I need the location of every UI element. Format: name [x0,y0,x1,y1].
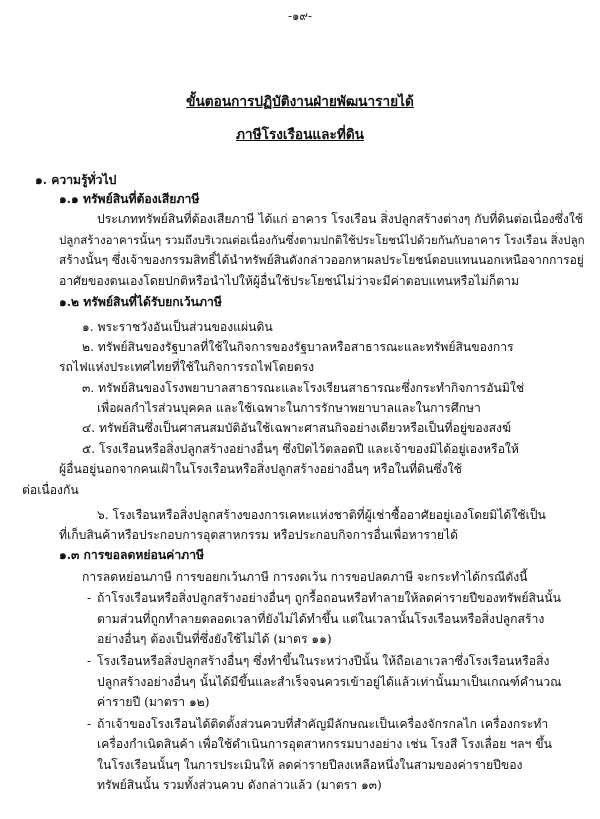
subsection-heading: ๑.๒ ทรัพย์สินที่ได้รับยกเว้นภาษี [59,295,222,309]
document-subtitle: ภาษีโรงเรือนและที่ดิน [236,127,364,143]
bullet-line: ถ้าโรงเรือนหรือสิ่งปลูกสร้างอย่างอื่นๆ ถูกรื้อถอนหรือทำลายให้ลดค่ารายปีของทรัพย์สินนั้น [97,591,561,605]
section-heading: ๑. ความรู้ทั่วไป [35,173,117,187]
list-item-continued: ผู้อื่นอยู่นอกจากคนเฝ้าในโรงเรือนหรือสิ่งปลูกสร้างอย่างอื่นๆ หรือในที่ดินซึ่งใช้ [59,462,462,476]
bullet-dash: - [87,591,92,605]
paragraph-line: สร้างนั้นๆ ซึ่งเจ้าของกรรมสิทธิ์ได้นำทรัพย์สินดังกล่าวออกหาผลประโยชน์ตอบแทนนอกเหนือจากการอยู่ [59,253,584,267]
bullet-line: ปลูกสร้างอย่างอื่นๆ นั้นได้มีขึ้นและสำเร็จจนควรเข้าอยู่ได้แล้วเท่านั้นมาเป็นเกณฑ์คำนวณ [97,675,562,689]
list-item-continued: ที่เก็บสินค้าหรือประกอบการอุตสาหกรรม หรือประกอบกิจการอื่นเพื่อหารายได้ [59,528,459,542]
bullet-line: อย่างอื่นๆ ต้องเป็นที่ซึ่งยังใช้ไม่ได้ (มาตร ๑๑) [97,632,332,646]
bullet-line: เครื่องกำเนิดสินค้า เพื่อใช้ดำเนินการอุตสาหกรรมบางอย่าง เช่น โรงสี โรงเลื่อย ฯลฯ ขึ้น [97,737,552,751]
list-item: ๒. ทรัพย์สินของรัฐบาลที่ใช้ในกิจการของรัฐบาลหรือสาธารณะและทรัพย์สินของการ [82,340,514,354]
list-item: ๕. โรงเรือนหรือสิ่งปลูกสร้างอย่างอื่นๆ ซึ่งปิดไว้ตลอดปี และเจ้าของมิได้อยู่เองหรือให้ [82,442,519,456]
list-item-continued: ต่อเนื่องกัน [22,483,79,497]
bullet-line: ค่ารายปี (มาตรา ๑๒) [97,695,210,709]
document-title: ขั้นตอนการปฏิบัติงานฝ่ายพัฒนารายได้ [186,94,414,110]
page-number: -๑๙- [288,9,312,23]
list-item: ๖. โรงเรือนหรือสิ่งปลูกสร้างของการเคหะแห่งชาติที่ผู้เช่าซื้ออาศัยอยู่เองโดยมิได้ใช้เป็น [97,508,546,522]
bullet-line: ตามส่วนที่ถูกทำลายตลอดเวลาที่ยังไม่ได้ทำขึ้น แต่ในเวลานั้นโรงเรือนหรือสิ่งปลูกสร้าง [97,612,545,626]
list-item: ๓. ทรัพย์สินของโรงพยาบาลสาธารณะและโรงเรียนสาธารณะซึ่งกระทำกิจการอันมิใช่ [82,381,525,395]
list-item-continued: รถไฟแห่งประเทศไทยที่ใช้ในกิจการรถไฟโดยตรง [59,360,315,374]
paragraph-line: การลดหย่อนภาษี การขอยกเว้นภาษี การงดเว้น การขอปลดภาษี จะกระทำได้กรณีดังนี้ [82,570,528,584]
bullet-dash: - [87,654,92,668]
bullet-line: โรงเรือนหรือสิ่งปลูกสร้างอื่นๆ ซึ่งทำขึ้นในระหว่างปีนั้น ให้ถือเอาเวลาซึ่งโรงเรือนหรือสิ่ง [97,654,550,668]
bullet-line: ถ้าเจ้าของโรงเรือนได้ติดตั้งส่วนควบที่สำคัญมีลักษณะเป็นเครื่องจักรกลไก เครื่องกระทำ [97,717,549,731]
bullet-line: ในโรงเรือนนั้นๆ ในการประเมินให้ ลดค่ารายปีลงเหลือหนึ่งในสามของค่ารายปีของ [97,758,523,772]
list-item: ๔. ทรัพย์สินซึ่งเป็นศาสนสมบัติอันใช้เฉพาะศาสนกิจอย่างเดียวหรือเป็นที่อยู่ของสงฆ์ [82,421,512,435]
paragraph-line: ประเภททรัพย์สินที่ต้องเสียภาษี ได้แก่ อาคาร โรงเรือน สิ่งปลูกสร้างต่างๆ กับที่ดินต่อเนื่องซึ่งใช้ [97,212,584,226]
list-item-continued: เพื่อผลกำไรส่วนบุคคล และใช้เฉพาะในการรักษาพยาบาลและในการศึกษา [97,401,481,415]
subsection-heading: ๑.๓ การขอลดหย่อนค่าภาษี [59,548,205,562]
paragraph-line: ปลูกสร้างอาคารนั้นๆ รวมถึงบริเวณต่อเนื่องกันซึ่งตามปกติใช้ประโยชน์ไปด้วยกันกับอาคาร โรงเรือน สิ่งปลูก [59,233,585,247]
bullet-line: ทรัพย์สินนั้น รวมทั้งส่วนควบ ดังกล่าวแล้ว (มาตรา ๑๓) [97,778,382,792]
bullet-dash: - [87,717,92,731]
list-item: ๑. พระราชวังอันเป็นส่วนของแผ่นดิน [82,320,273,334]
subsection-heading: ๑.๑ ทรัพย์สินที่ต้องเสียภาษี [59,192,200,206]
paragraph-line: อาศัยของตนเองโดยปกติหรือนำไปให้ผู้อื่นใช้ประโยชน์ไม่ว่าจะมีค่าตอบแทนหรือไม่ก็ตาม [59,274,520,288]
